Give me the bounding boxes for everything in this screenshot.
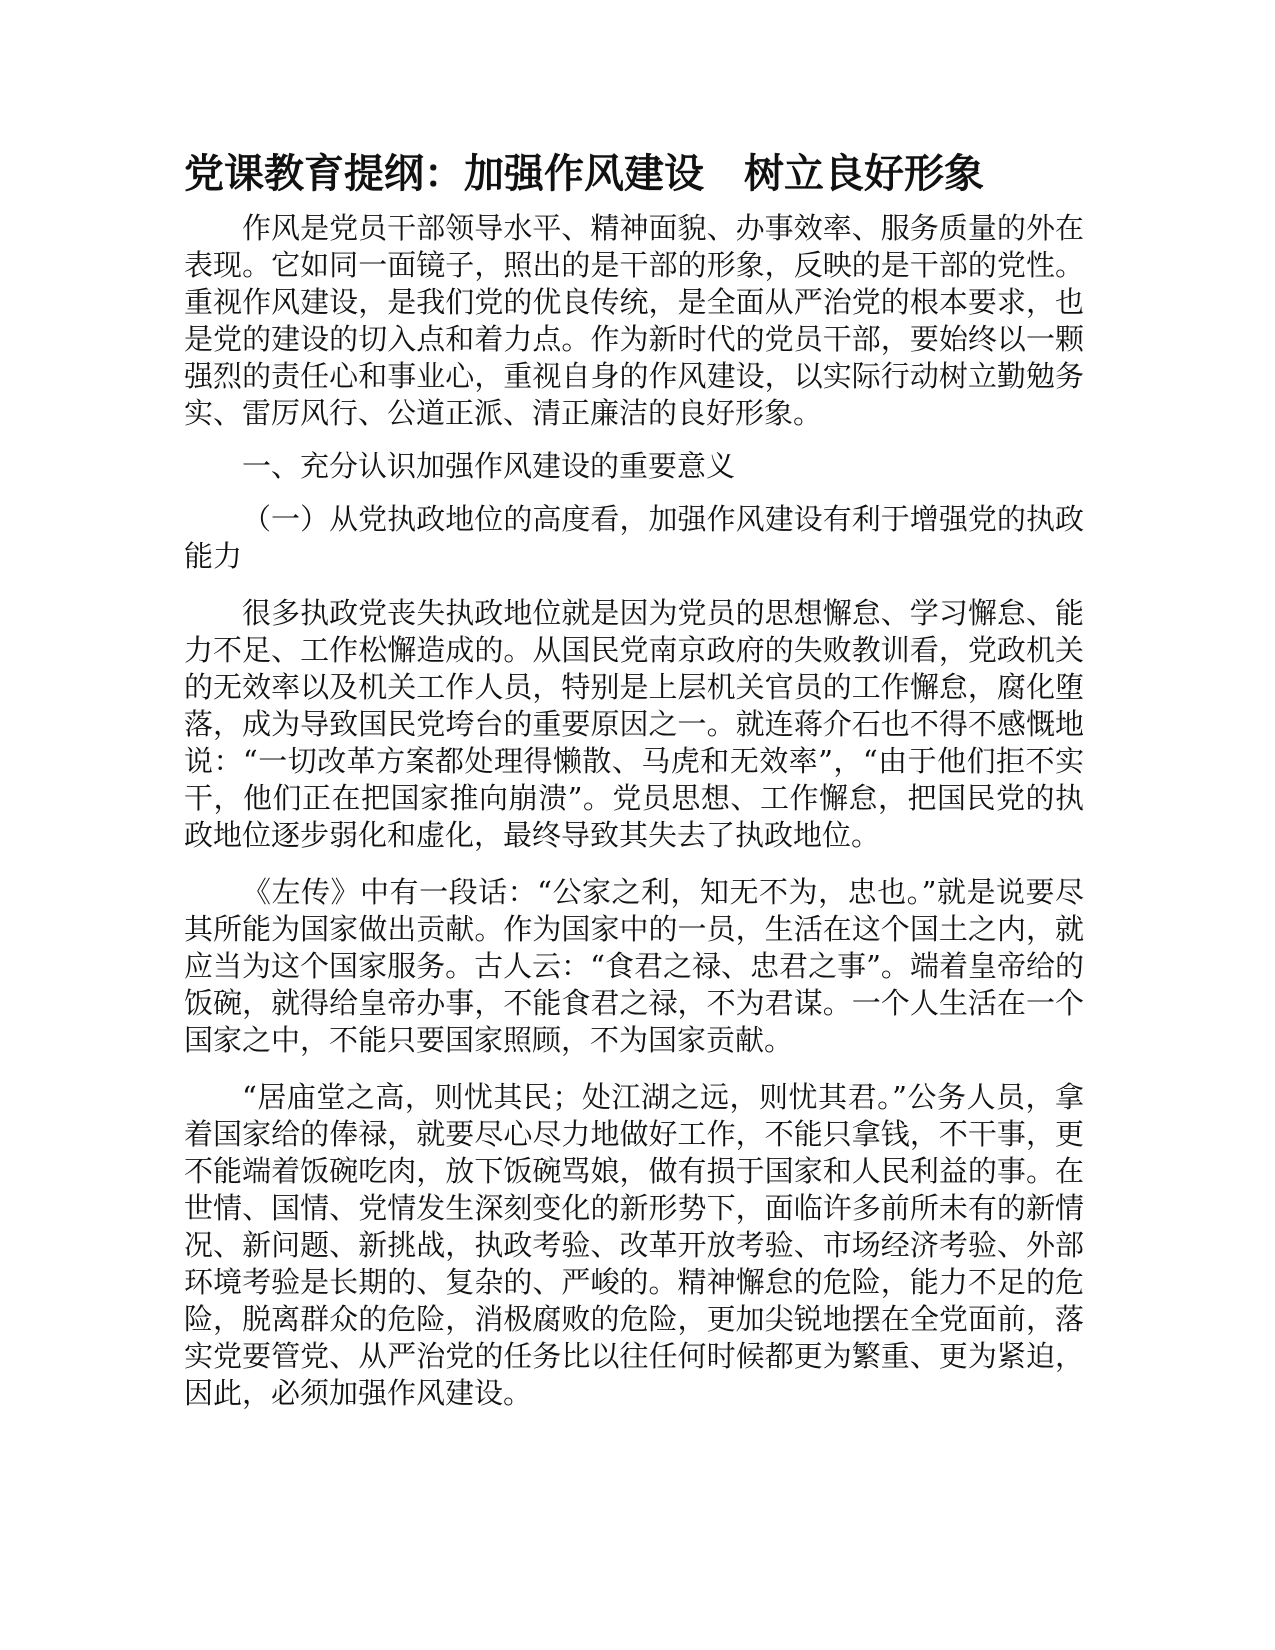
body-paragraph-3: “居庙堂之高，则忧其民；处江湖之远，则忧其君。”公务人员，拿着国家给的俸禄，就要尽心尽力地做好工作，不能只拿钱，不干事，更不能端着饭碗吃肉，放下饭碗骂娘，做有损于国家和人民利益的事。在世情、国情、党情发生深刻变化的新形势下，面临许多前所未有的新情况、新问题、新挑战，执政考验、改革开放考验、市场经济考验、外部环境考验是长期的、复杂的、严峻的。精神懈怠的危险，能力不足的危险，脱离群众的危险，消极腐败的危险，更加尖锐地摆在全党面前，落实党要管党、从严治党的任务比以往任何时候都更为繁重、更为紧迫，因此，必须加强作风建设。: [184, 1080, 1084, 1410]
spacer: [184, 432, 1084, 448]
document-page: [184, 148, 1084, 1412]
body-paragraph-1: 很多执政党丧失执政地位就是因为党员的思想懈怠、学习懈怠、能力不足、工作松懈造成的。从国民党南京政府的失败教训看，党政机关的无效率以及机关工作人员，特别是上层机关官员的工作懈怠，腐化堕落，成为导致国民党垮台的重要原因之一。就连蒋介石也不得不感慨地说：“一切改革方案都处理得懒散、马虎和无效率”，“由于他们拒不实干，他们正在把国家推向崩溃”。党员思想、工作懈怠，把国民党的执政地位逐步弱化和虚化，最终导致其失去了执政地位。: [184, 596, 1084, 852]
spacer: [184, 575, 1084, 595]
section-heading: 一、充分认识加强作风建设的重要意义: [242, 449, 736, 483]
spacer: [184, 485, 1084, 501]
intro-paragraph: 作风是党员干部领导水平、精神面貌、办事效率、服务质量的外在表现。它如同一面镜子，照出的是干部的形象，反映的是干部的党性。重视作风建设，是我们党的优良传统，是全面从严治党的根本要求，也是党的建设的切入点和着力点。作为新时代的党员干部，要始终以一颗强烈的责任心和事业心，重视自身的作风建设，以实际行动树立勤勉务实、雷厉风行、公道正派、清正廉洁的良好形象。: [184, 211, 1084, 430]
spacer: [184, 1059, 1084, 1079]
body-paragraph-2: 《左传》中有一段话：“公家之利，知无不为，忠也。”就是说要尽其所能为国家做出贡献。作为国家中的一员，生活在这个国土之内，就应当为这个国家服务。古人云：“食君之禄、忠君之事”。端着皇帝给的饭碗，就得给皇帝办事，不能食君之禄，不为君谋。一个人生活在一个国家之中，不能只要国家照顾，不为国家贡献。: [184, 875, 1084, 1057]
subsection-heading: （一）从党执政地位的高度看，加强作风建设有利于增强党的执政能力: [184, 502, 1084, 573]
document-title: 党课教育提纲：加强作风建设 树立良好形象: [184, 151, 984, 197]
spacer: [184, 854, 1084, 874]
